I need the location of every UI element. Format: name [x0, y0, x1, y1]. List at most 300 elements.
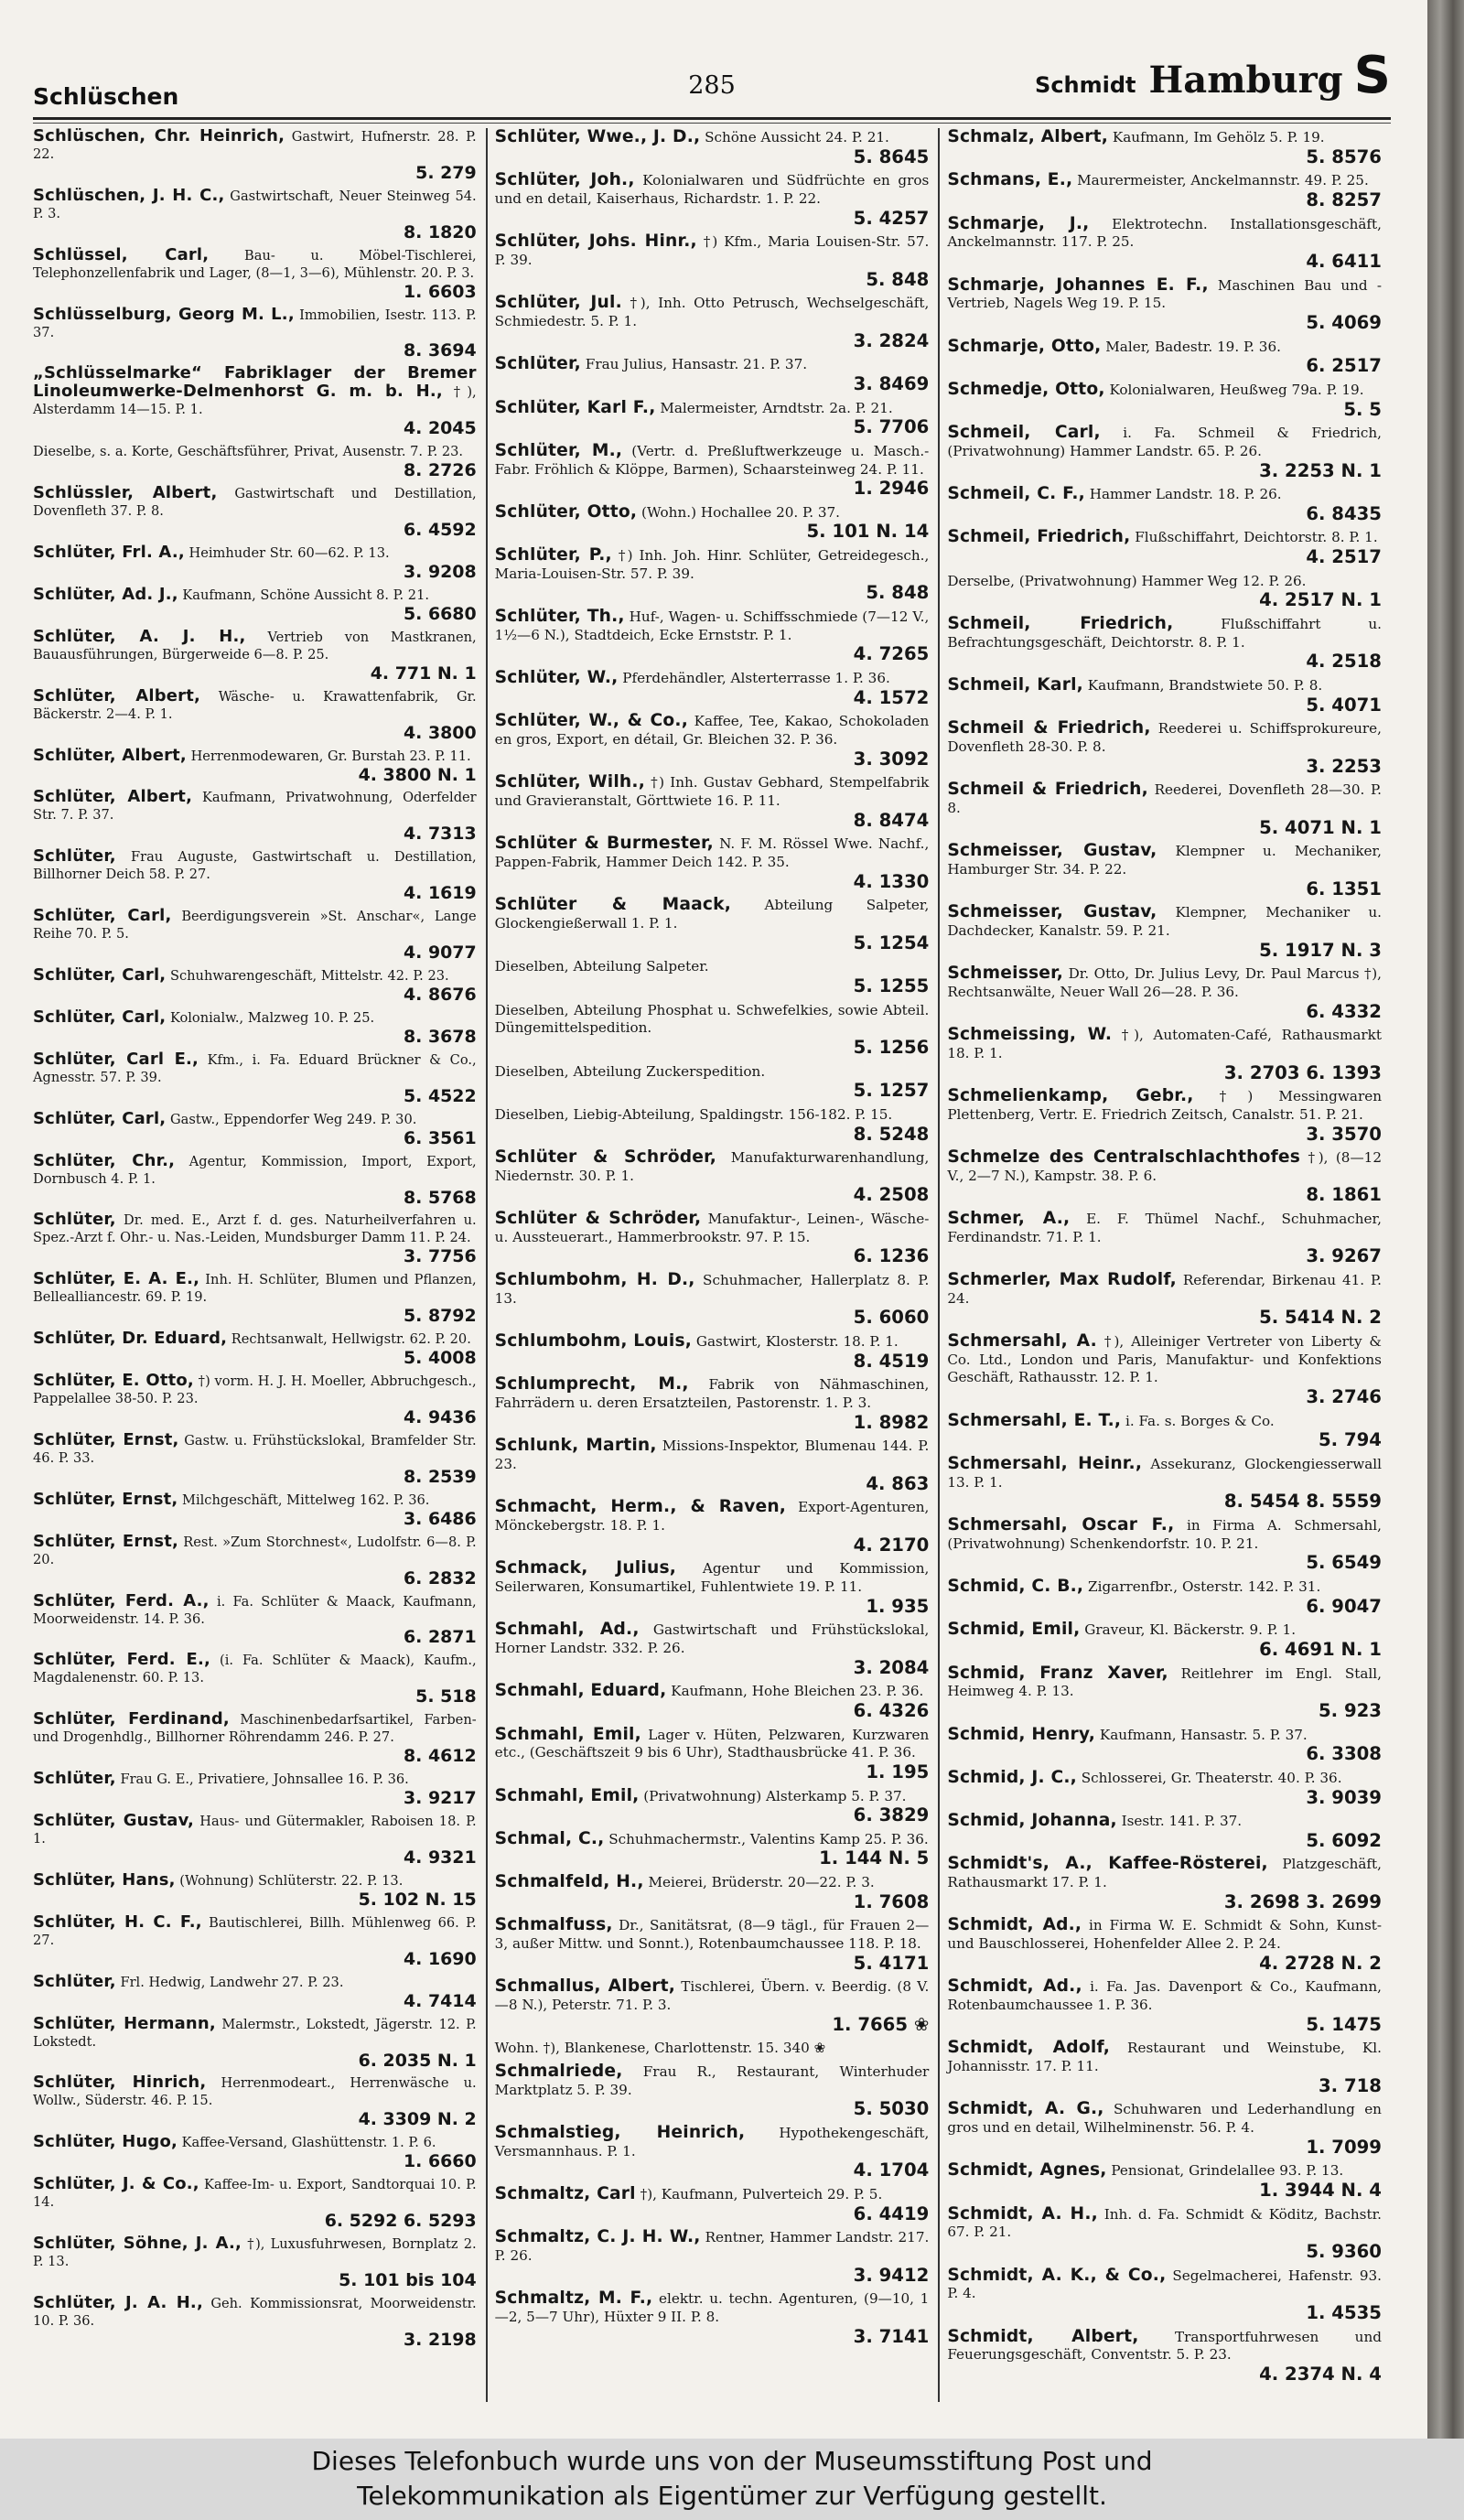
entry-phone: 4. 2518 [1306, 651, 1382, 673]
entry-phone: 4. 2517 N. 1 [1259, 589, 1382, 611]
entry-details: Frau Julius, Hansastr. 21. P. 37. [585, 356, 808, 373]
entry-name: Schlüter & Schröder, [494, 1209, 702, 1229]
entry-details: Schuhmacher, Hallerplatz 8. P. 13. [494, 1272, 930, 1307]
entry-phone: 6. 1236 [853, 1245, 930, 1267]
entry-name: Schmersahl, A. [947, 1331, 1097, 1352]
entry-phone: 3. 2824 [853, 329, 930, 351]
entry-name: Schlüter, Hermann, [33, 2013, 216, 2033]
entry-phone: 5. 4522 [403, 1085, 477, 1106]
entry-name: Schmeil, C. F., [947, 484, 1085, 504]
entry-phone: 1. 7608 [853, 1890, 930, 1912]
entry-details: Export-Agenturen, Mönckebergstr. 18. P. 1. [494, 1499, 930, 1534]
entry-details: Beerdigungsverein »St. Anschar«, Lange Reihe 70. P. 5. [33, 909, 477, 942]
directory-entry [947, 1087, 1382, 1144]
entry-name: Schmaltz, Carl [494, 2183, 636, 2203]
footer-line-2: Telekommunikation als Eigentümer zur Verfügung gestellt. [357, 2481, 1107, 2511]
directory-entry [947, 2205, 1382, 2262]
entry-name: Schmelze des Centralschlachthofes [947, 1147, 1301, 1168]
directory-entry [33, 1771, 477, 1808]
entry-phone: 3. 2253 [1306, 755, 1382, 777]
directory-entry [33, 1590, 477, 1648]
directory-entry [33, 908, 477, 963]
entry-details: (Privatwohnung) Alsterkamp 5. P. 37. [643, 1787, 907, 1804]
entry-name: Schlüter & Burmester, [494, 834, 714, 854]
entry-name: Schmalfuss, [494, 1915, 613, 1935]
directory-entry [495, 1210, 930, 1266]
entry-phone: 1. 6660 [403, 2151, 477, 2172]
entry-phone: 5. 5030 [853, 2098, 930, 2120]
entry-name: Schmeil & Friedrich, [947, 718, 1151, 738]
entry-phone: 4. 1704 [853, 2159, 930, 2181]
directory-entry [947, 903, 1382, 960]
entry-details: Kolonialw., Malzweg 10. P. 25. [169, 1009, 375, 1026]
directory-entry [495, 1726, 930, 1782]
entry-phone: 6. 3829 [853, 1804, 930, 1826]
directory-entry [947, 719, 1382, 776]
entry-phone: 5. 848 [866, 268, 930, 290]
entry-name: Schlüter, Ernst, [33, 1489, 178, 1509]
entry-name: Schmahl, Eduard, [494, 1681, 667, 1701]
entry-phone: 5. 4257 [853, 207, 930, 229]
entry-details: Dr. med. E., Arzt f. d. ges. Naturheilverfahren u. Spez.-Arzt f. Ohr.- u. Nas.-Leiden, Mundsburger Damm 11. P. 24. [33, 1212, 477, 1246]
entry-details: Kaufmann, Brandstwiete 50. P. 8. [1087, 677, 1323, 695]
entry-phone: 6. 3308 [1306, 1743, 1382, 1765]
entry-details: Wohn. †), Blankenese, Charlottenstr. 15. 340 ❀ [494, 2040, 826, 2057]
entry-name: „Schlüsselmarke“ Fabriklager der Bremer Linoleumwerke-Delmenhorst G. m. b. H., [33, 363, 477, 402]
directory-entry [495, 503, 930, 542]
entry-name: Schmidt, A. G., [947, 2099, 1104, 2119]
entry-details: Dieselben, Abteilung Salpeter. [494, 958, 709, 975]
entry-details: Manufakturwarenhandlung, Niedernstr. 30. P. 1. [494, 1149, 930, 1184]
directory-entry [495, 608, 930, 664]
entry-phone: 5. 101 N. 14 [806, 521, 930, 543]
entry-details: Fabrik von Nähmaschinen, Fahrrädern u. deren Ersatzteilen, Pastorenstr. 1. P. 3. [494, 1376, 930, 1412]
entry-name: Schmack, Julius, [494, 1558, 677, 1578]
directory-entry [33, 1489, 477, 1529]
entry-name: Schlüter, Carl, [33, 965, 167, 985]
entry-name: Schmaltz, C. J. H. W., [494, 2227, 701, 2247]
directory-entry [33, 244, 477, 302]
entry-details: i. Fa. s. Borges & Co. [1125, 1412, 1275, 1429]
directory-entry [33, 1711, 477, 1766]
entry-details: Gastwirt, Klosterstr. 18. P. 1. [695, 1333, 899, 1351]
directory-columns [33, 128, 1391, 2402]
entry-details: i. Fa. Schlüter & Maack, Kaufmann, Moorweidenstr. 14. P. 36. [33, 1593, 477, 1627]
entry-name: Schmal, C., [494, 1828, 605, 1848]
entry-phone: 8. 1820 [403, 221, 477, 242]
entry-details: Agentur und Kommission, Seilerwaren, Konsumartikel, Fuhlentwiete 19. P. 11. [494, 1560, 930, 1595]
directory-entry [33, 304, 477, 361]
entry-phone: 5. 6549 [1306, 1552, 1382, 1574]
entry-phone: 6. 3561 [403, 1127, 477, 1148]
entry-name: Schmarje, Otto, [947, 336, 1102, 356]
entry-details: Manufaktur-, Leinen-, Wäsche- u. Aussteuerart., Hammerbrookstr. 97. P. 15. [494, 1211, 930, 1245]
entry-name: Schmersahl, E. T., [947, 1410, 1122, 1430]
entry-phone: 3. 2084 [853, 1656, 930, 1678]
entry-details: Huf-, Wagen- u. Schiffsschmiede (7—12 V., 1½—6 N.), Stadtdeich, Ecke Ernststr. P. 1. [494, 608, 930, 643]
directory-entry [495, 128, 930, 167]
entry-phone: 4. 2170 [853, 1534, 930, 1556]
entry-name: Schmersahl, Oscar F., [947, 1514, 1175, 1535]
entry-details: †) Kfm., Maria Louisen-Str. 57. P. 39. [494, 233, 930, 268]
directory-entry [33, 1652, 477, 1707]
directory-entry [33, 1813, 477, 1868]
entry-phone: 3. 9039 [1306, 1786, 1382, 1808]
entry-phone: 4. 1619 [403, 883, 477, 904]
directory-entry [947, 2328, 1382, 2385]
entry-phone: 5. 5 [1343, 398, 1382, 420]
entry-details: †) Inh. Gustav Gebhard, Stempelfabrik und Gravieranstalt, Görttwiete 16. P. 11. [494, 774, 930, 809]
entry-phone: 4. 9321 [403, 1847, 477, 1868]
entry-phone: 1. 7665 ❀ [832, 2013, 930, 2035]
entry-phone: 4. 9077 [403, 942, 477, 964]
directory-entry [947, 485, 1382, 523]
entry-details: Wäsche- u. Krawattenfabrik, Gr. Bäckerstr. 2—4. P. 1. [33, 688, 477, 722]
directory-entry [495, 1682, 930, 1720]
directory-entry [495, 773, 930, 830]
entry-details: Elektrotechn. Installationsgeschäft, Anckelmannstr. 117. P. 25. [947, 215, 1382, 251]
directory-entry [947, 1621, 1382, 1659]
entry-name: Schlunk, Martin, [494, 1436, 657, 1456]
entry-details: Agentur, Kommission, Import, Export, Dornbusch 4. P. 1. [33, 1153, 477, 1187]
entry-name: Schmedje, Otto, [947, 379, 1105, 399]
directory-entry [33, 1869, 477, 1910]
directory-entry [33, 1330, 477, 1368]
entry-details: Kolonialwaren, Heußweg 79a. P. 19. [1109, 381, 1364, 398]
entry-phone: 3. 7756 [403, 1246, 477, 1267]
entry-phone: 8. 2726 [403, 460, 477, 481]
directory-entry [947, 676, 1382, 715]
directory-entry [495, 1105, 930, 1144]
entry-name: Schmeisser, Gustav, [947, 841, 1157, 861]
directory-entry [947, 1026, 1382, 1082]
entry-name: Schmeil, Karl, [947, 675, 1083, 695]
entry-details: Kaufmann, Im Gehölz 5. P. 19. [1112, 129, 1325, 145]
header-letter: S [1353, 46, 1391, 105]
entry-phone: 8. 1861 [1306, 1184, 1382, 1206]
directory-entry [947, 2039, 1382, 2095]
directory-entry [495, 712, 930, 769]
entry-name: Schlüter, [33, 1210, 116, 1230]
directory-entry [33, 2134, 477, 2171]
entry-name: Schlüssler, Albert, [33, 483, 218, 503]
entry-details: †), Kaufmann, Pulverteich 29. P. 5. [640, 2185, 883, 2202]
entry-name: Schlüssel, Carl, [33, 244, 210, 264]
entry-name: Schlüter, [33, 1769, 116, 1789]
directory-entry [495, 399, 930, 437]
directory-entry [947, 1855, 1382, 1912]
entry-phone: 3. 2703 6. 1393 [1223, 1061, 1382, 1083]
directory-entry [33, 2074, 477, 2129]
entry-details: †), (8—12 V., 2—7 N.), Kampstr. 38. P. 6. [947, 1149, 1382, 1184]
entry-phone: 8. 5248 [853, 1123, 930, 1145]
directory-entry [947, 1916, 1382, 1973]
entry-name: Schlüter, [494, 354, 581, 374]
entry-details: Maschinen Bau und -Vertrieb, Nagels Weg 19. P. 15. [947, 276, 1382, 312]
directory-entry [947, 1412, 1382, 1450]
entry-phone: 6. 5292 6. 5293 [324, 2211, 477, 2232]
entry-phone: 8. 8257 [1306, 188, 1382, 210]
entry-details: Rechtsanwalt, Hellwigstr. 62. P. 20. [231, 1331, 471, 1348]
directory-entry [495, 1375, 930, 1432]
entry-name: Schlüter, Carl E., [33, 1049, 199, 1069]
entry-name: Schmid, J. C., [947, 1767, 1077, 1787]
entry-phone: 4. 1690 [403, 1948, 477, 1969]
entry-name: Schmeil, Friedrich, [947, 614, 1174, 634]
directory-entry [495, 1498, 930, 1555]
entry-name: Schlüter, Gustav, [33, 1811, 195, 1831]
entry-name: Schmalfeld, H., [494, 1872, 644, 1892]
entry-details: (Vertr. d. Preßluftwerkzeuge u. Masch.-Fabr. Fröhlich & Klöppe, Barmen), Schaarsteinweg 24. P. 11. [494, 442, 930, 478]
entry-name: Schmeissing, W. [947, 1025, 1113, 1045]
entry-details: Kaufmann, Schöne Aussicht 8. P. 21. [182, 587, 429, 603]
directory-entry [33, 1429, 477, 1487]
entry-details: Immobilien, Isestr. 113. P. 37. [33, 307, 477, 340]
entry-name: Schlüter, W., & Co., [494, 711, 688, 731]
directory-entry [33, 685, 477, 743]
directory-entry [495, 1271, 930, 1328]
directory-entry [495, 896, 930, 953]
entry-phone: 8. 3694 [403, 340, 477, 361]
entry-name: Schlüter, Joh., [494, 170, 635, 190]
entry-phone: 6. 2035 N. 1 [358, 2050, 477, 2071]
entry-details: Referendar, Birkenau 41. P. 24. [947, 1272, 1382, 1307]
directory-entry [33, 1271, 477, 1326]
entry-phone: 1. 4535 [1306, 2301, 1382, 2323]
directory-entry [495, 1437, 930, 1493]
directory-entry [33, 2013, 477, 2071]
entry-phone: 3. 2698 3. 2699 [1223, 1890, 1382, 1912]
entry-name: Schlüter, Hans, [33, 1869, 176, 1890]
entry-details: Schuhwaren und Lederhandlung en gros und en detail, Wilhelminenstr. 56. P. 4. [947, 2101, 1382, 2136]
entry-details: Dieselben, Liebig-Abteilung, Spaldingstr. 156-182. P. 15. [494, 1105, 893, 1123]
directory-entry [33, 789, 477, 844]
directory-entry [33, 1971, 477, 2011]
entry-phone: 5. 1475 [1306, 2013, 1382, 2035]
entry-details: Haus- und Gütermakler, Raboisen 18. P. 1. [33, 1814, 477, 1847]
entry-phone: 3. 718 [1319, 2074, 1382, 2096]
entry-name: Schlüter, Karl F., [494, 397, 656, 417]
entry-phone: 4. 3800 [403, 722, 477, 743]
entry-name: Schlüsselburg, Georg M. L., [33, 304, 295, 324]
directory-entry [947, 1578, 1382, 1616]
entry-details: Hammer Landstr. 18. P. 26. [1089, 486, 1282, 503]
directory-entry [947, 2100, 1382, 2157]
entry-details: Klempner u. Mechaniker, Hamburger Str. 34. P. 22. [947, 843, 1382, 878]
entry-phone: 5. 6060 [853, 1307, 930, 1329]
entry-name: Schlüter, Dr. Eduard, [33, 1329, 228, 1349]
entry-details: Graveur, Kl. Bäckerstr. 9. P. 1. [1084, 1621, 1297, 1639]
entry-name: Schlüter, Wwe., J. D., [494, 127, 701, 146]
entry-phone: 5. 1255 [853, 975, 930, 996]
entry-details: †), Inh. Otto Petrusch, Wechselgeschäft, Schmiedestr. 5. P. 1. [494, 295, 930, 329]
directory-entry [33, 584, 477, 624]
entry-name: Schlüter, Albert, [33, 685, 200, 705]
entry-phone: 1. 935 [866, 1595, 930, 1617]
entry-phone: 4. 771 N. 1 [370, 662, 477, 684]
entry-details: Platzgeschäft, Rathausmarkt 17. P. 1. [947, 1856, 1382, 1891]
directory-entry [495, 1559, 930, 1616]
entry-details: Dieselbe, s. a. Korte, Geschäftsführer, Privat, Ausenstr. 7. P. 23. [33, 444, 464, 460]
header-range [1035, 46, 1391, 105]
directory-entry [33, 626, 477, 684]
header-rule-thin [33, 123, 1391, 124]
directory-entry [495, 1062, 930, 1101]
entry-phone: 4. 7313 [403, 824, 477, 845]
directory-entry [495, 835, 930, 891]
entry-name: Schmaltz, M. F., [494, 2288, 653, 2309]
entry-phone: 8. 5454 8. 5559 [1223, 1491, 1382, 1513]
entry-phone: 5. 1257 [853, 1080, 930, 1102]
entry-details: Kolonialwaren und Südfrüchte en gros und en detail, Kaiserhaus, Richardstr. 1. P. 22. [494, 172, 930, 207]
directory-entry [947, 1812, 1382, 1850]
entry-details: †), Luxusfuhrwesen, Bornplatz 2. P. 13. [33, 2236, 477, 2270]
entry-details: Reederei u. Schiffsprokureure, Dovenfleth 28-30. P. 8. [947, 720, 1382, 756]
entry-name: Schmidt, Ad., [947, 1976, 1082, 1997]
entry-details: elektr. u. techn. Agenturen, (9—10, 1—2, 5—7 Uhr), Hüxter 9 II. P. 8. [494, 2290, 930, 2325]
directory-entry [495, 669, 930, 707]
entry-name: Schlüter, Albert, [33, 787, 193, 807]
entry-details: Restaurant und Weinstube, Kl. Johannisstr. 17. P. 11. [947, 2040, 1382, 2075]
directory-entry [947, 2267, 1382, 2323]
directory-entry [495, 1332, 930, 1371]
entry-name: Schlüter & Maack, [494, 895, 731, 915]
entry-phone: 4. 8676 [403, 984, 477, 1005]
directory-entry [947, 338, 1382, 376]
entry-details: Maler, Badestr. 19. P. 36. [1105, 338, 1281, 355]
entry-details: Malermstr., Lokstedt, Jägerstr. 12. P. Lokstedt. [33, 2016, 477, 2050]
directory-entry [947, 1977, 1382, 2034]
entry-phone: 6. 4592 [403, 520, 477, 541]
entry-phone: 4. 1572 [853, 686, 930, 708]
directory-entry [33, 1914, 477, 1969]
entry-name: Schmid, Emil, [947, 1620, 1081, 1640]
entry-details: in Firma W. E. Schmidt & Sohn, Kunst- und Bauschlosserei, Hohenfelder Allee 2. P. 24. [947, 1917, 1382, 1953]
footer-line-1: Dieses Telefonbuch wurde uns von der Museumsstiftung Post und [311, 2446, 1153, 2476]
entry-phone: 6. 9047 [1306, 1595, 1382, 1617]
entry-name: Schmer, A., [947, 1209, 1071, 1229]
directory-entry [495, 2124, 930, 2181]
entry-name: Schmacht, Herm., & Raven, [494, 1497, 787, 1517]
directory-entry [947, 528, 1382, 566]
directory-entry [495, 2289, 930, 2346]
entry-phone: 5. 5414 N. 2 [1259, 1307, 1382, 1329]
directory-entry [495, 232, 930, 289]
entry-details: N. F. M. Rössel Wwe. Nachf., Pappen-Fabrik, Hammer Deich 142. P. 35. [494, 835, 930, 870]
entry-name: Schlüter, Carl, [33, 1007, 167, 1027]
entry-details: Maschinenbedarfsartikel, Farben- und Drogenhdlg., Billhorner Röhrendamm 246. P. 27. [33, 1712, 477, 1746]
entry-name: Schmahl, Emil, [494, 1724, 641, 1744]
entry-name: Schlüter, [33, 1971, 116, 1991]
entry-name: Schmarje, Johannes E. F., [947, 275, 1209, 295]
directory-entry [495, 1621, 930, 1677]
directory-entry [33, 2292, 477, 2350]
entry-name: Schlüschen, Chr. Heinrich, [33, 126, 285, 145]
entry-name: Schmidt, A. K., & Co., [947, 2265, 1167, 2285]
entry-name: Schmerler, Max Rudolf, [947, 1270, 1177, 1290]
entry-details: Dr. Otto, Dr. Julius Levy, Dr. Paul Marcus †), Rechtsanwälte, Neuer Wall 26—28. P. 36. [947, 965, 1382, 1000]
directory-entry [495, 1830, 930, 1868]
entry-name: Schlüter, M., [494, 440, 623, 460]
entry-details: †), Alsterdamm 14—15. P. 1. [33, 384, 477, 418]
column-2 [486, 128, 939, 2402]
entry-name: Schlüter, Carl, [33, 1108, 167, 1128]
directory-entry [947, 572, 1382, 610]
directory-entry [947, 964, 1382, 1021]
header-rule [33, 117, 1391, 120]
entry-phone: 4. 863 [866, 1472, 930, 1494]
entry-details: i. Fa. Jas. Davenport & Co., Kaufmann, Rotenbaumchaussee 1. P. 36. [947, 1978, 1382, 2014]
entry-phone: 3. 3092 [853, 748, 930, 770]
directory-entry [495, 2062, 930, 2119]
entry-name: Schmidt's, A., Kaffee-Rösterei, [947, 1854, 1268, 1874]
entry-name: Schlüter, Ernst, [33, 1429, 179, 1449]
entry-name: Schlüter, P., [494, 545, 612, 565]
entry-phone: 4. 3309 N. 2 [358, 2109, 477, 2130]
directory-entry [33, 365, 477, 438]
directory-entry [495, 1977, 930, 2034]
entry-name: Schmeisser, [947, 964, 1064, 984]
entry-name: Schmidt, Adolf, [947, 2038, 1111, 2058]
entry-phone: 5. 848 [866, 582, 930, 604]
entry-name: Schmallus, Albert, [494, 1976, 676, 1997]
entry-name: Schlüter, Ferd. A., [33, 1590, 210, 1610]
entry-phone: 4. 1330 [853, 870, 930, 892]
entry-details: Zigarrenfbr., Osterstr. 142. P. 31. [1088, 1578, 1321, 1595]
entry-name: Schlüter, Albert, [33, 745, 187, 765]
directory-entry [33, 967, 477, 1005]
directory-entry [495, 957, 930, 996]
entry-name: Schmahl, Ad., [494, 1620, 640, 1640]
entry-details: Reitlehrer im Engl. Stall, Heimweg 4. P. 13. [947, 1664, 1382, 1700]
entry-phone: 5. 9360 [1306, 2240, 1382, 2262]
entry-phone: 6. 4326 [853, 1699, 930, 1721]
entry-name: Schlüter, Ernst, [33, 1531, 179, 1551]
entry-details: Geh. Kommissionsrat, Moorweidenstr. 10. P. 36. [33, 2295, 477, 2329]
entry-phone: 8. 5768 [403, 1187, 477, 1208]
entry-phone: 4. 7414 [403, 1990, 477, 2011]
entry-details: Malermeister, Arndtstr. 2a. P. 21. [660, 399, 893, 416]
entry-name: Schlüter, Frl. A., [33, 543, 185, 563]
directory-entry [947, 842, 1382, 899]
directory-entry [495, 1873, 930, 1912]
entry-name: Schlüter, E. A. E., [33, 1269, 200, 1289]
entry-details: Gastw. u. Frühstückslokal, Bramfelder Str. 46. P. 33. [33, 1432, 477, 1466]
entry-phone: 5. 518 [415, 1686, 477, 1707]
directory-entry [947, 171, 1382, 210]
entry-phone: 6. 2871 [403, 1627, 477, 1648]
directory-entry [947, 381, 1382, 419]
directory-entry [495, 2228, 930, 2285]
entry-phone: 5. 7706 [853, 416, 930, 438]
entry-phone: 3. 2746 [1306, 1386, 1382, 1408]
entry-phone: 6. 4691 N. 1 [1259, 1638, 1382, 1660]
entry-details: Reederei, Dovenfleth 28—30. P. 8. [947, 781, 1382, 816]
entry-phone: 5. 8645 [853, 145, 930, 167]
entry-name: Schlumbohm, Louis, [494, 1331, 693, 1352]
entry-phone: 1. 144 N. 5 [819, 1847, 930, 1869]
directory-entry [947, 128, 1382, 167]
book-edge [1427, 0, 1464, 2439]
directory-entry [33, 1051, 477, 1106]
entry-phone: 8. 8474 [853, 809, 930, 831]
entry-name: Schlüter, E. Otto, [33, 1371, 194, 1391]
entry-phone: 5. 6092 [1306, 1829, 1382, 1851]
entry-details: Lager v. Hüten, Pelzwaren, Kurzwaren etc., (Geschäftszeit 9 bis 6 Uhr), Stadthausbrücke 41. P. 36. [494, 1726, 930, 1761]
entry-phone: 5. 8792 [403, 1306, 477, 1327]
entry-details: Dieselben, Abteilung Phosphat u. Schwefelkies, sowie Abteil. Düngemittelspedition. [494, 1001, 930, 1037]
entry-name: Schmidt, Agnes, [947, 2160, 1107, 2181]
